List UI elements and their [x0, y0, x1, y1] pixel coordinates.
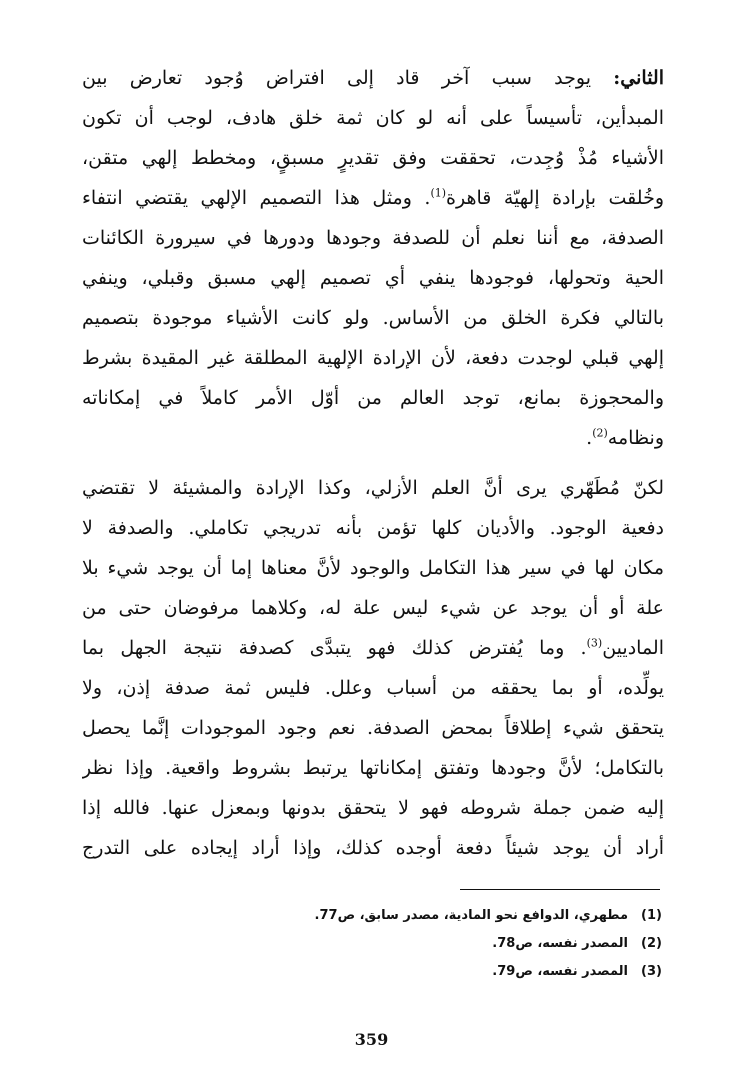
footnote-text: المصدر نفسه، ص78. — [492, 936, 628, 951]
paragraph-2-line: الماديين$^{(3)}$. وما يُفترض كذلك فهو يتبدَّى كصدفة نتيجة الجهل بما — [82, 636, 664, 659]
footnote — [150, 930, 662, 958]
footnote-text: مطهري، الدوافع نحو المادية، مصدر سابق، ص77. — [314, 908, 628, 923]
paragraph-2-line: إليه ضمن جملة شروطه فهو لا يتحقق بدونها وبمعزل عنها. فالله إذا — [82, 797, 664, 819]
paragraph-1-line: إلهي قبلي لوجدت دفعة، لأن الإرادة الإلهية المطلقة غير المقيدة بشرط — [82, 347, 664, 369]
paragraph-2-line: بالتكامل؛ لأنَّ وجودها وتفتق إمكاناتها يرتبط بشروط واقعية. وإذا نظر — [82, 757, 664, 779]
paragraph-1 — [82, 58, 664, 458]
footnote-ref[interactable]: (3) — [586, 636, 603, 650]
footnote — [150, 958, 662, 986]
footnotes — [150, 902, 662, 986]
paragraph-1-line: وخُلقت بإرادة إلهيّة قاهرة$^{(1)}$. ومثل هذا التصميم الإلهي يقتضي انتفاء — [82, 186, 664, 209]
paragraph-1-line: الصدفة، مع أننا نعلم أن للصدفة وجودها ودورها في سيرورة الكائنات — [82, 227, 664, 249]
paragraph-1-line: المبدأين، تأسيساً على أنه لو كان ثمة خلق هادف، لوجب أن تكون — [82, 107, 664, 129]
paragraph-1-line: بالتالي فكرة الخلق من الأساس. ولو كانت الأشياء موجودة بتصميم — [82, 307, 664, 329]
footnote-divider — [460, 889, 660, 890]
paragraph-2-line: لكنّ مُطَهّري يرى أنَّ العلم الأزلي، وكذا الإرادة والمشيئة لا تقتضي — [82, 477, 664, 499]
footnote-text: المصدر نفسه، ص79. — [492, 964, 628, 979]
paragraph-2 — [82, 468, 664, 868]
footnote-number: (2) — [641, 936, 662, 951]
paragraph-2-line: دفعية الوجود. والأديان كلها تؤمن بأنه تدريجي تكاملي. والصدفة لا — [82, 517, 664, 539]
paragraph-1-line: والمحجوزة بمانع، توجد العالم من أوّل الأمر كاملاً في إمكاناته — [82, 387, 664, 409]
paragraph-1-line: ونظامه$^{(2)}$. — [586, 426, 664, 449]
section-lead: الثاني: — [613, 67, 664, 89]
footnote-number: (3) — [641, 964, 662, 979]
footnote-ref[interactable]: (2) — [592, 426, 608, 440]
paragraph-1-line: الأشياء مُذْ وُجِدت، تحققت وفق تقديرٍ مسبقٍ، ومخطط إلهي متقن، — [82, 147, 664, 169]
paragraph-2-line: علة أو أن يوجد عن شيء ليس علة له، وكلاهما مرفوضان حتى من — [82, 597, 664, 619]
page-number: 359 — [354, 1030, 389, 1049]
paragraph-1-line: الحية وتحولها، فوجودها ينفي أي تصميم إلهي مسبق وقبلي، وينفي — [82, 267, 664, 289]
paragraph-2-line: مكان لها في سير هذا التكامل والوجود لأنَّ معناها إما أن يوجد شيء بلا — [82, 557, 664, 579]
footnote-number: (1) — [641, 908, 662, 923]
paragraph-2-line: أراد أن يوجد شيئاً دفعة أوجده كذلك، وإذا أراد إيجاده على التدرج — [82, 837, 664, 859]
footnote-ref[interactable]: (1) — [430, 186, 447, 200]
footnote — [150, 902, 662, 930]
paragraph-2-line: يولِّده، أو بما يحققه من أسباب وعلل. فليس ثمة صدفة إذن، ولا — [82, 677, 664, 699]
paragraph-2-line: يتحقق شيء إطلاقاً بمحض الصدفة. نعم وجود الموجودات إنَّما يحصل — [82, 717, 664, 739]
paragraph-1-line: الثاني: يوجد سبب آخر قاد إلى افتراض وُجود تعارض بين — [82, 67, 664, 89]
